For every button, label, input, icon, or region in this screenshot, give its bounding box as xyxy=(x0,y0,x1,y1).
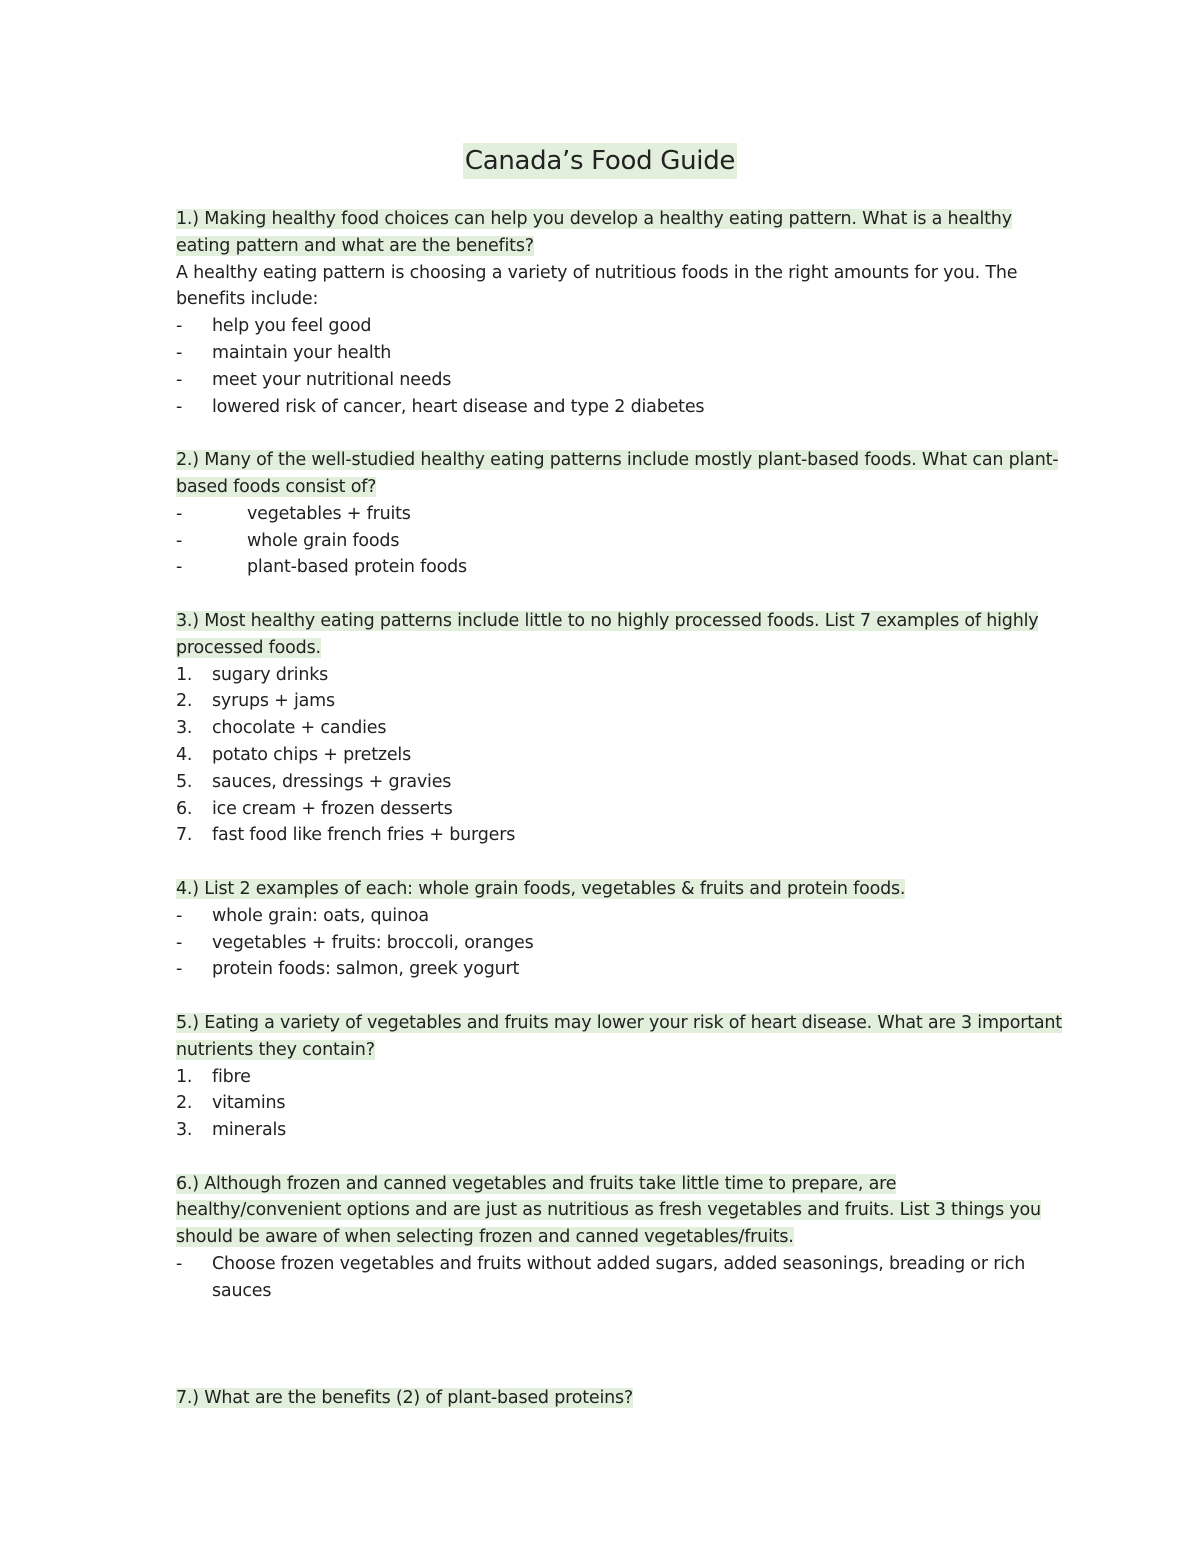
list-marker: - xyxy=(176,932,183,953)
list-item xyxy=(176,956,1066,983)
list-item-text: maintain your health xyxy=(212,342,392,363)
list-item xyxy=(176,1064,1066,1091)
question-6 xyxy=(176,1171,1066,1251)
question-7-text: 7.) What are the benefits (2) of plant-based proteins? xyxy=(176,1387,634,1408)
list-item-text: help you feel good xyxy=(212,316,372,337)
list-marker: - xyxy=(176,959,183,980)
list-item-text: vitamins xyxy=(212,1093,286,1114)
list-number: 4. xyxy=(176,744,193,765)
list-marker: - xyxy=(176,396,183,417)
list-item xyxy=(176,1090,1066,1117)
list-item-text: syrups + jams xyxy=(212,691,335,712)
list-number: 2. xyxy=(176,1093,193,1114)
list-item xyxy=(176,796,1066,823)
question-2 xyxy=(176,447,1066,501)
answer-1-text: A healthy eating pattern is choosing a variety of nutritious foods in the right amounts for you. The benefits include: xyxy=(176,262,1018,310)
list-item xyxy=(176,822,1066,849)
answer-6-list xyxy=(176,1251,1066,1305)
question-6-text: 6.) Although frozen and canned vegetables and fruits take little time to prepare, are healthy/convenient options and are just as nutritious as fresh vegetables and fruits. List 3 things you should be aware of when selecting frozen and canned vegetables/fruits. xyxy=(176,1173,1041,1248)
list-marker: - xyxy=(176,530,183,551)
list-item-text: plant-based protein foods xyxy=(247,557,467,578)
list-marker: - xyxy=(176,369,183,390)
question-7 xyxy=(176,1385,1066,1412)
list-item-text: sugary drinks xyxy=(212,664,329,685)
list-item-text: Choose frozen vegetables and fruits without added sugars, added seasonings, breading or rich sauces xyxy=(212,1254,1026,1301)
list-number: 5. xyxy=(176,771,193,792)
list-item xyxy=(176,1251,1066,1305)
question-5-text: 5.) Eating a variety of vegetables and fruits may lower your risk of heart disease. What are 3 important nutrients they contain? xyxy=(176,1012,1062,1060)
list-item xyxy=(176,688,1066,715)
question-4 xyxy=(176,876,1066,903)
list-marker: - xyxy=(176,905,183,926)
list-number: 1. xyxy=(176,1066,193,1087)
list-item xyxy=(176,1117,1066,1144)
list-item xyxy=(176,903,1066,930)
question-1 xyxy=(176,206,1066,260)
list-item-text: minerals xyxy=(212,1120,287,1141)
list-item-text: fast food like french fries + burgers xyxy=(212,825,516,846)
list-number: 1. xyxy=(176,664,193,685)
list-item-text: lowered risk of cancer, heart disease and type 2 diabetes xyxy=(212,396,705,417)
list-marker: - xyxy=(176,557,183,578)
question-1-text: 1.) Making healthy food choices can help you develop a healthy eating pattern. What is a healthy eating pattern and what are the benefits? xyxy=(176,209,1012,256)
document-body xyxy=(176,206,1066,1411)
list-number: 2. xyxy=(176,691,193,712)
spacer xyxy=(176,849,1066,876)
answer-5-list xyxy=(176,1064,1066,1144)
list-item-text: ice cream + frozen desserts xyxy=(212,798,453,819)
list-marker: - xyxy=(176,503,183,524)
answer-2-list xyxy=(176,501,1066,581)
list-item-text: chocolate + candies xyxy=(212,718,387,739)
answer-3-list xyxy=(176,662,1066,850)
list-number: 3. xyxy=(176,718,193,739)
list-item-text: meet your nutritional needs xyxy=(212,369,452,390)
answer-1-list xyxy=(176,313,1066,420)
question-3-text: 3.) Most healthy eating patterns include little to no highly processed foods. List 7 examples of highly processed foods. xyxy=(176,610,1039,658)
spacer xyxy=(176,581,1066,608)
list-item xyxy=(176,742,1066,769)
list-item-text: potato chips + pretzels xyxy=(212,744,411,765)
list-item xyxy=(176,313,1066,340)
question-2-text: 2.) Many of the well-studied healthy eating patterns include mostly plant-based foods. What can plant-based foods consist of? xyxy=(176,450,1059,497)
list-item xyxy=(176,715,1066,742)
spacer xyxy=(176,420,1066,447)
list-item-text: fibre xyxy=(212,1066,251,1087)
list-item xyxy=(176,367,1066,394)
list-number: 3. xyxy=(176,1120,193,1141)
list-item xyxy=(176,554,1066,581)
list-item xyxy=(176,501,1066,528)
title-wrap xyxy=(0,143,1200,179)
list-item-text: vegetables + fruits: broccoli, oranges xyxy=(212,932,534,953)
spacer xyxy=(176,1305,1066,1385)
spacer xyxy=(176,983,1066,1010)
list-item xyxy=(176,340,1066,367)
answer-4-list xyxy=(176,903,1066,983)
list-item-text: whole grain: oats, quinoa xyxy=(212,905,429,926)
document-title: Canada’s Food Guide xyxy=(463,143,737,179)
spacer xyxy=(176,1144,1066,1171)
list-marker: - xyxy=(176,342,183,363)
list-item-text: whole grain foods xyxy=(247,530,400,551)
list-item xyxy=(176,930,1066,957)
question-5 xyxy=(176,1010,1066,1064)
list-marker: - xyxy=(176,316,183,337)
list-item-text: vegetables + fruits xyxy=(247,503,411,524)
list-item xyxy=(176,769,1066,796)
list-item xyxy=(176,662,1066,689)
list-number: 6. xyxy=(176,798,193,819)
question-4-text: 4.) List 2 examples of each: whole grain foods, vegetables & fruits and protein foods. xyxy=(176,878,906,899)
list-marker: - xyxy=(176,1254,183,1275)
question-3 xyxy=(176,608,1066,662)
list-item-text: protein foods: salmon, greek yogurt xyxy=(212,959,520,980)
list-item xyxy=(176,528,1066,555)
list-item xyxy=(176,394,1066,421)
list-number: 7. xyxy=(176,825,193,846)
list-item-text: sauces, dressings + gravies xyxy=(212,771,452,792)
